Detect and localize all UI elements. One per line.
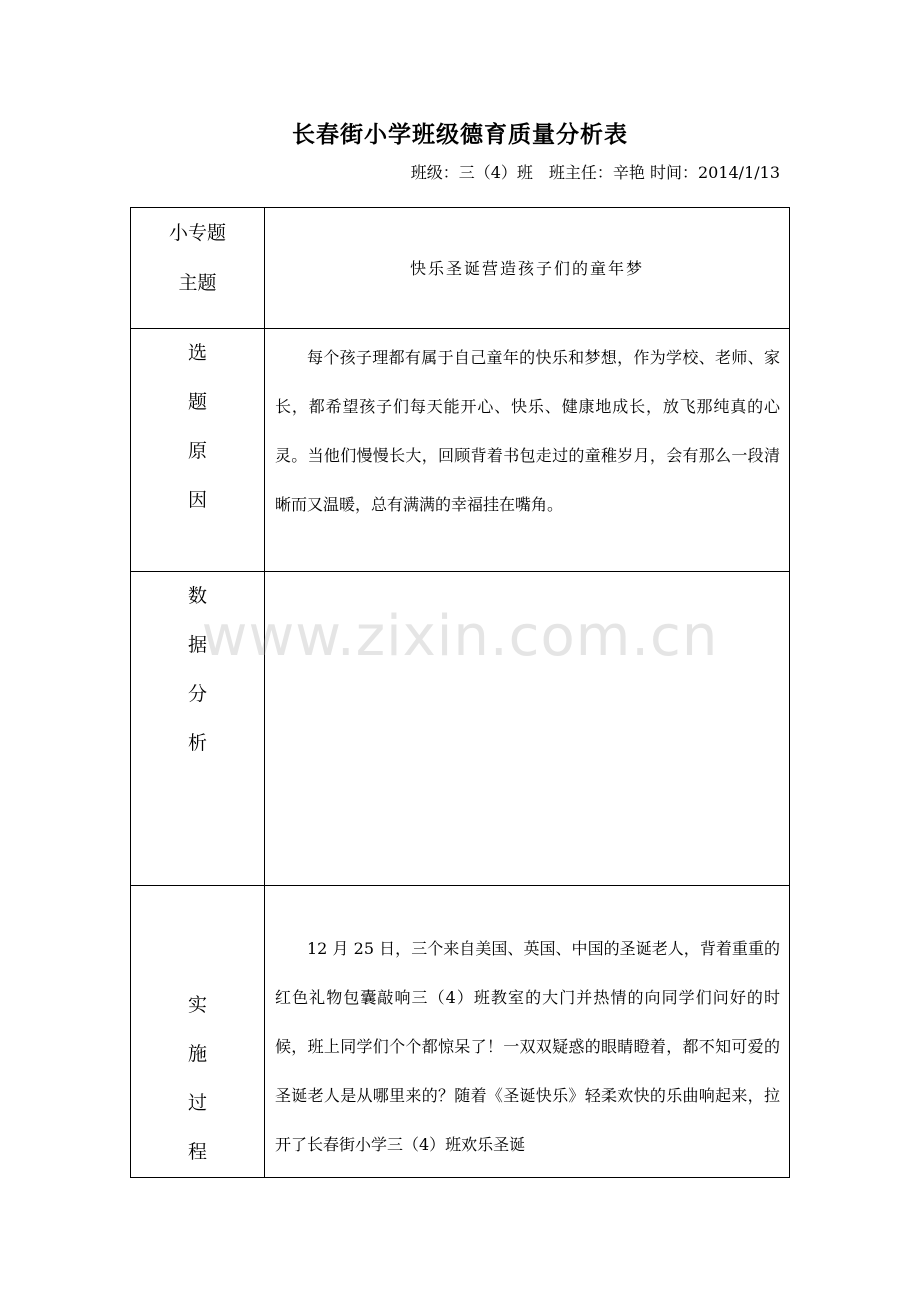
- process-content: [265, 886, 790, 1178]
- process-label-char: 程: [187, 1141, 207, 1163]
- process-label-char: 实: [187, 994, 207, 1016]
- data-analysis-content: [265, 572, 790, 886]
- watermark: www.zixin.com.cn: [201, 604, 719, 669]
- reason-label: [131, 329, 265, 572]
- reason-content: [265, 329, 790, 572]
- reason-label-char: 因: [187, 489, 207, 511]
- topic-label-line-2: 主题: [178, 272, 217, 294]
- class-info-line: 班级：三（4）班 班主任：辛艳 时间：2014/1/13: [410, 163, 780, 182]
- document-title: 长春街小学班级德育质量分析表: [292, 122, 628, 148]
- process-label-char: 施: [187, 1043, 207, 1065]
- reason-paragraph: 每个孩子理都有属于自己童年的快乐和梦想，作为学校、老师、家长，都希望孩子们每天能开心、快乐、健康地成长，放飞那纯真的心灵。当他们慢慢长大，回顾背着书包走过的童稚岁月，会有那么一段清晰而又温暖，总有满满的幸福挂在嘴角。: [275, 348, 780, 514]
- reason-label-char: 选: [187, 342, 207, 364]
- topic-content: 快乐圣诞营造孩子们的童年梦: [265, 208, 790, 329]
- data-analysis-label-char: 分: [187, 683, 207, 705]
- process-label-char: 过: [187, 1092, 207, 1114]
- process-row: [131, 886, 790, 1178]
- analysis-table: [130, 207, 790, 1178]
- process-label: [131, 886, 265, 1178]
- reason-row: [131, 329, 790, 572]
- data-analysis-label-char: 数: [187, 585, 207, 607]
- process-paragraph: 12 月 25 日，三个来自美国、英国、中国的圣诞老人，背着重重的红色礼物包囊敲响三（4）班教室的大门并热情的向同学们问好的时候，班上同学们个个都惊呆了！一双双疑惑的眼睛瞪着，都不知可爱的圣诞老人是从哪里来的？随着《圣诞快乐》轻柔欢快的乐曲响起来，拉开了长春街小学三（4）班欢乐圣诞: [275, 939, 780, 1154]
- topic-label: [131, 208, 265, 329]
- reason-label-char: 题: [187, 391, 207, 413]
- reason-label-char: 原: [187, 440, 207, 462]
- topic-row: [131, 208, 790, 329]
- data-analysis-label-char: 析: [187, 732, 207, 754]
- data-analysis-label: [131, 572, 265, 886]
- topic-label-line-1: 小专题: [168, 222, 226, 244]
- data-analysis-label-char: 据: [187, 634, 207, 656]
- data-analysis-row: [131, 572, 790, 886]
